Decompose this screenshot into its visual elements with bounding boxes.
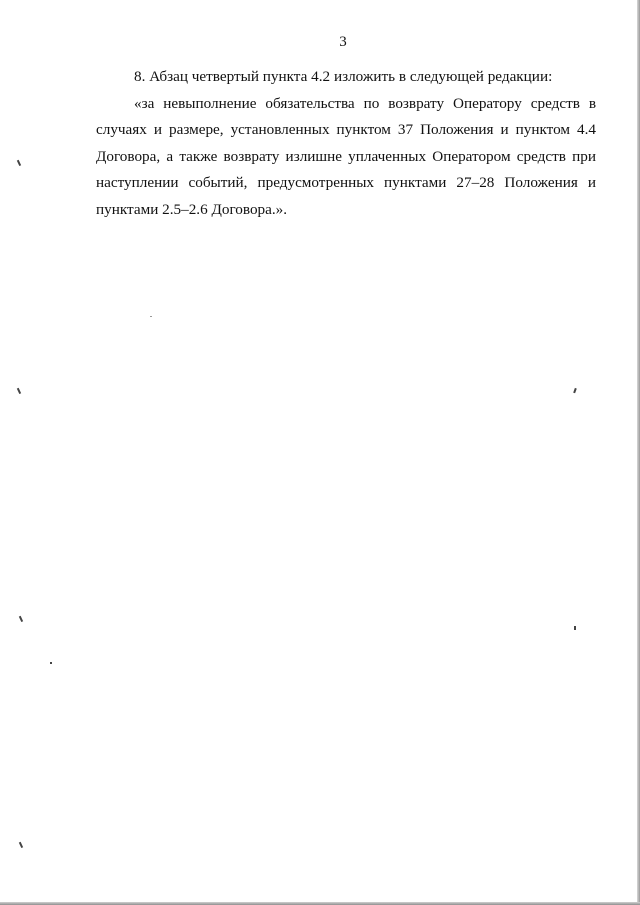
scan-mark [19, 616, 23, 622]
scan-mark [17, 388, 21, 394]
scan-mark [150, 316, 152, 317]
paragraph-amendment-heading: 8. Абзац четвертый пункта 4.2 изложить в следующей редакции: [134, 68, 553, 85]
scan-mark [50, 662, 52, 664]
scan-mark [17, 160, 21, 166]
paragraph-amendment-text: «за невыполнение обязательства по возврату Оператору средств в случаях и размере, установленных пунктом 37 Положения и пунктом 4.4 Договора, а также возврату излишне уплаченных Оператором средств при наступлении событий, предусмотренных пунктами 27–28 Положения и пунктами 2.5–2.6 Договора.». [96, 94, 596, 218]
scan-mark [19, 842, 23, 848]
document-body [96, 64, 596, 224]
page-number: 3 [339, 34, 347, 50]
scan-mark [574, 626, 576, 630]
scan-mark [573, 388, 576, 393]
